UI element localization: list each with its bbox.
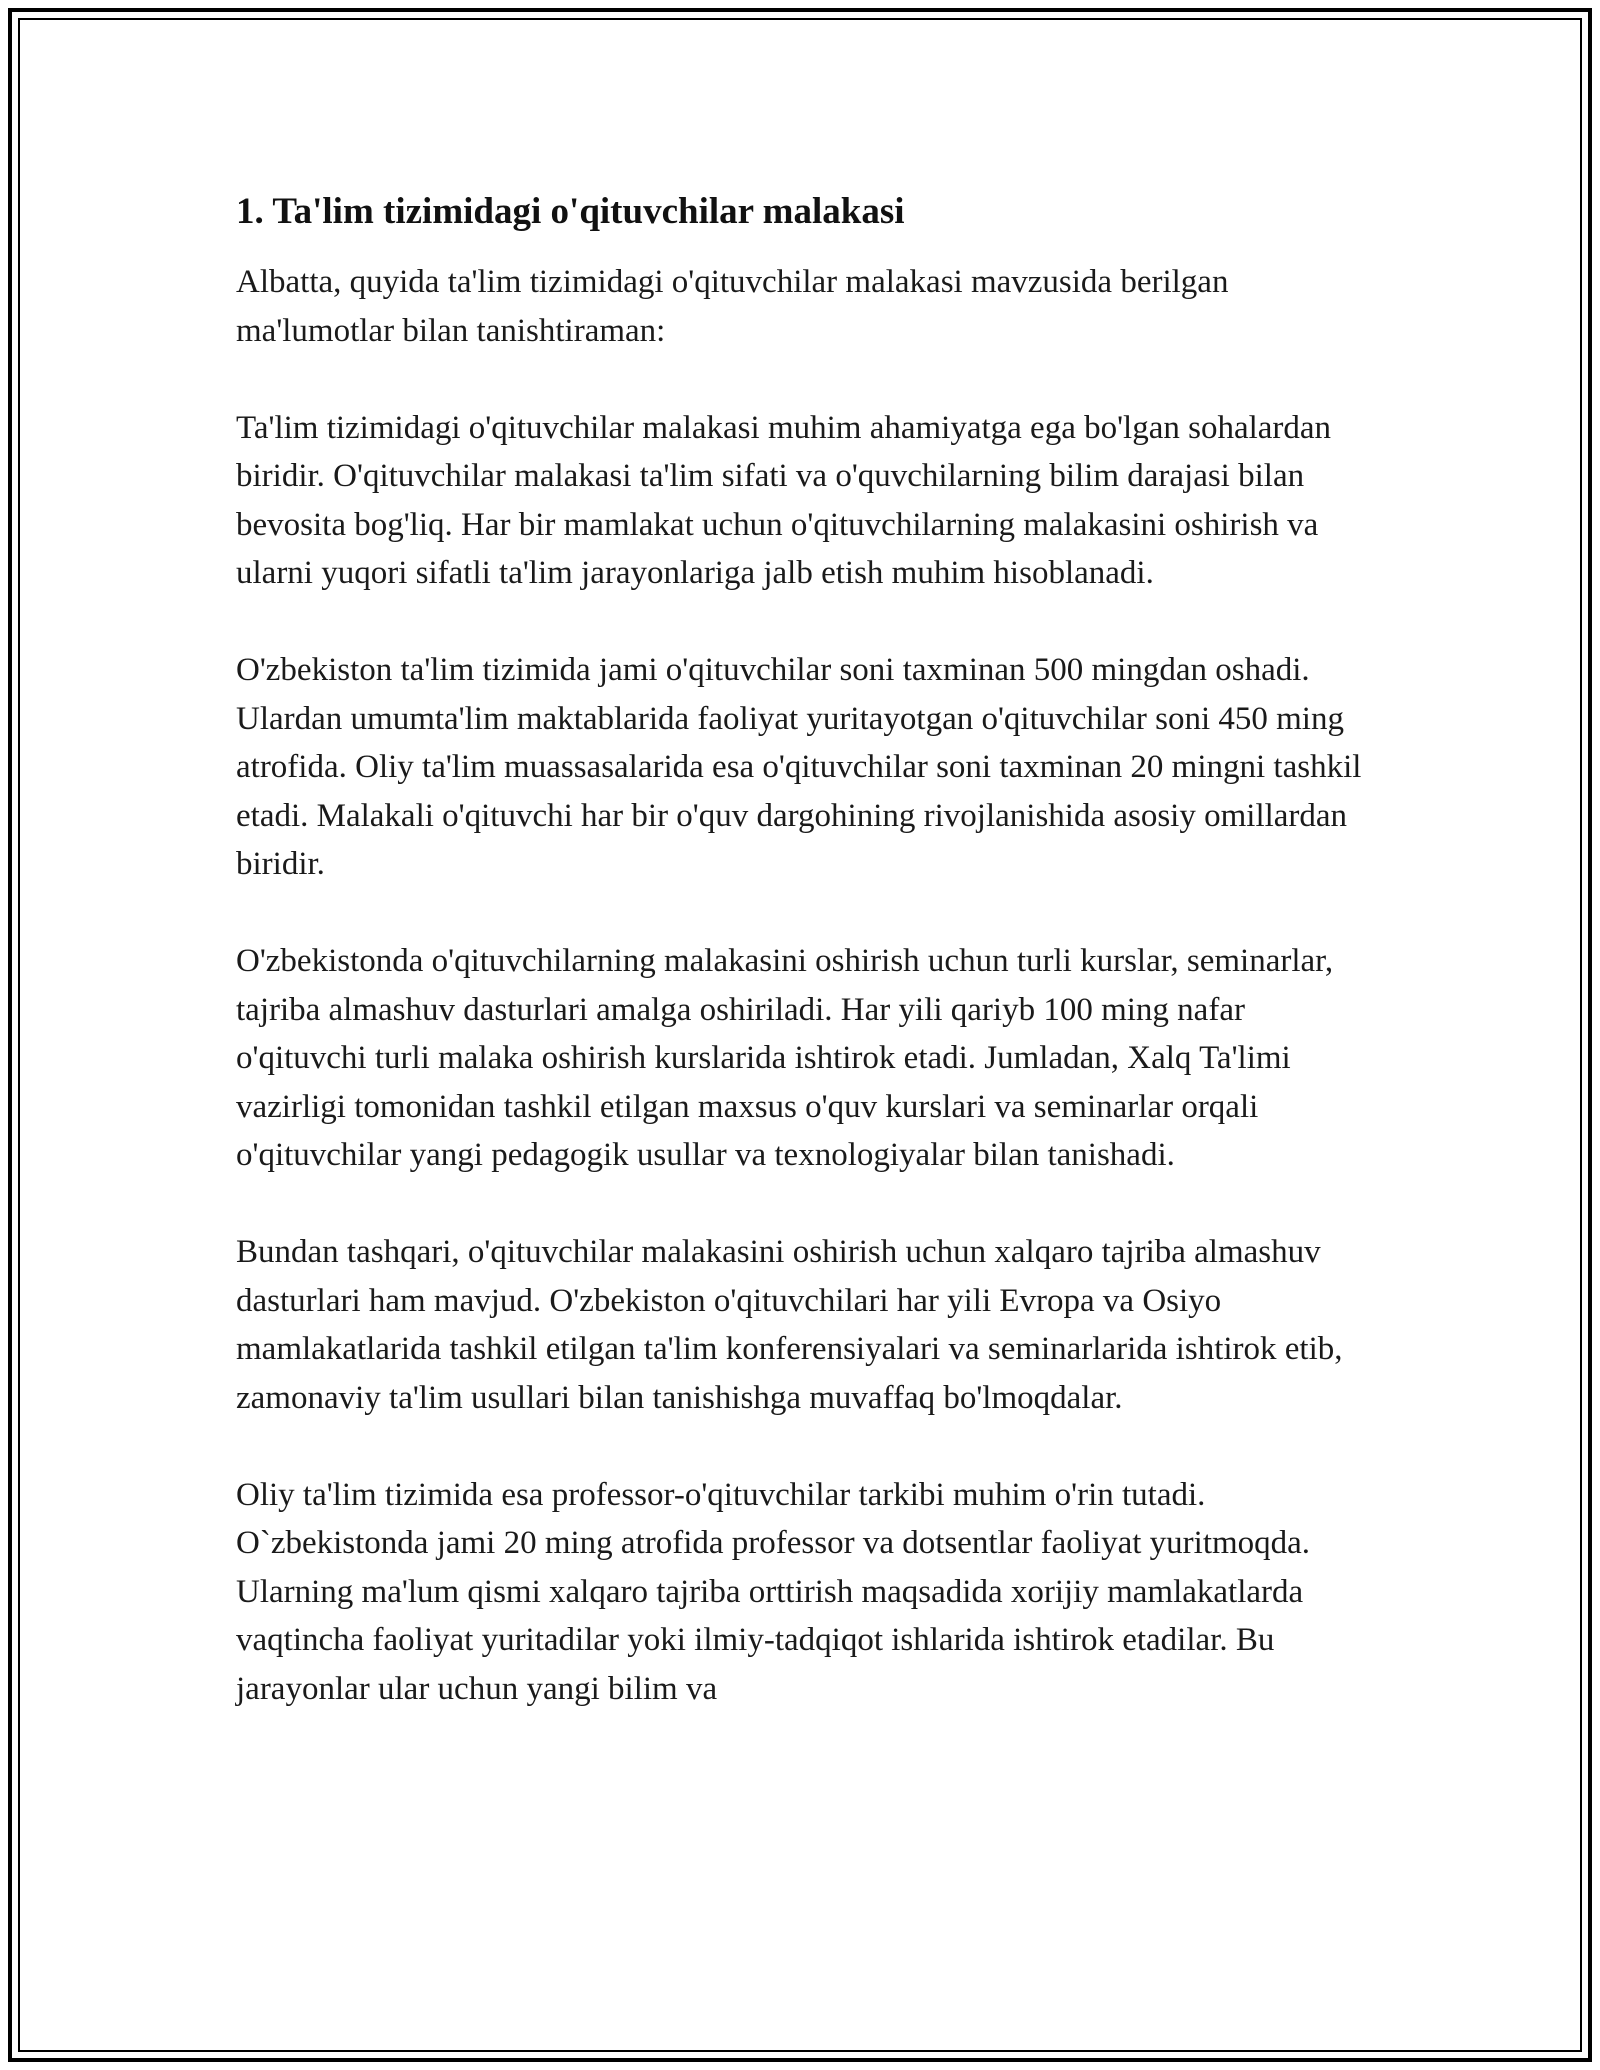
- paragraph-teacher-count: O'zbekiston ta'lim tizimida jami o'qituvchilar soni taxminan 500 mingdan oshadi. Ulardan umumta'lim maktablarida faoliyat yuritayotgan o'qituvchilar soni 450 ming atrofida. Oliy ta'lim muassasalarida esa o'qituvchilar soni taxminan 20 mingni tashkil etadi. Malakali o'qituvchi har bir o'quv dargohining rivojlanishida asosiy omillardan biridir.: [236, 652, 1362, 882]
- section-heading: 1. Ta'lim tizimidagi o'qituvchilar malakasi: [236, 191, 905, 232]
- document-body: [236, 186, 1366, 1762]
- paragraph-international-exchange: Bundan tashqari, o'qituvchilar malakasini oshirish uchun xalqaro tajriba almashuv dasturlari ham mavjud. O'zbekiston o'qituvchilari har yili Evropa va Osiyo mamlakatlarida tashkil etilgan ta'lim konferensiyalari va seminarlarida ishtirok etib, zamonaviy ta'lim usullari bilan tanishishga muvaffaq bo'lmoqdalar.: [236, 1234, 1343, 1416]
- paragraph-training-courses: O'zbekistonda o'qituvchilarning malakasini oshirish uchun turli kurslar, seminarlar, tajriba almashuv dasturlari amalga oshiriladi. Har yili qariyb 100 ming nafar o'qituvchi turli malaka oshirish kurslarida ishtirok etadi. Jumladan, Xalq Ta'limi vazirligi tomonidan tashkil etilgan maxsus o'quv kurslari va seminarlar orqali o'qituvchilar yangi pedagogik usullar va texnologiyalar bilan tanishadi.: [236, 943, 1334, 1173]
- paragraph-intro: Albatta, quyida ta'lim tizimidagi o'qituvchilar malakasi mavzusida berilgan ma'lumotlar bilan tanishtiraman:: [236, 264, 1229, 349]
- paragraph-importance: Ta'lim tizimidagi o'qituvchilar malakasi muhim ahamiyatga ega bo'lgan sohalardan biridir. O'qituvchilar malakasi ta'lim sifati va o'quvchilarning bilim darajasi bilan bevosita bog'liq. Har bir mamlakat uchun o'qituvchilarning malakasini oshirish va ularni yuqori sifatli ta'lim jarayonlariga jalb etish muhim hisoblanadi.: [236, 409, 1332, 591]
- paragraph-higher-education: Oliy ta'lim tizimida esa professor-o'qituvchilar tarkibi muhim o'rin tutadi. O`zbekistonda jami 20 ming atrofida professor va dotsentlar faoliyat yuritmoqda. Ularning ma'lum qismi xalqaro tajriba orttirish maqsadida xorijiy mamlakatlarda vaqtincha faoliyat yuritadilar yoki ilmiy-tadqiqot ishlarida ishtirok etadilar. Bu jarayonlar ular uchun yangi bilim va: [236, 1476, 1311, 1707]
